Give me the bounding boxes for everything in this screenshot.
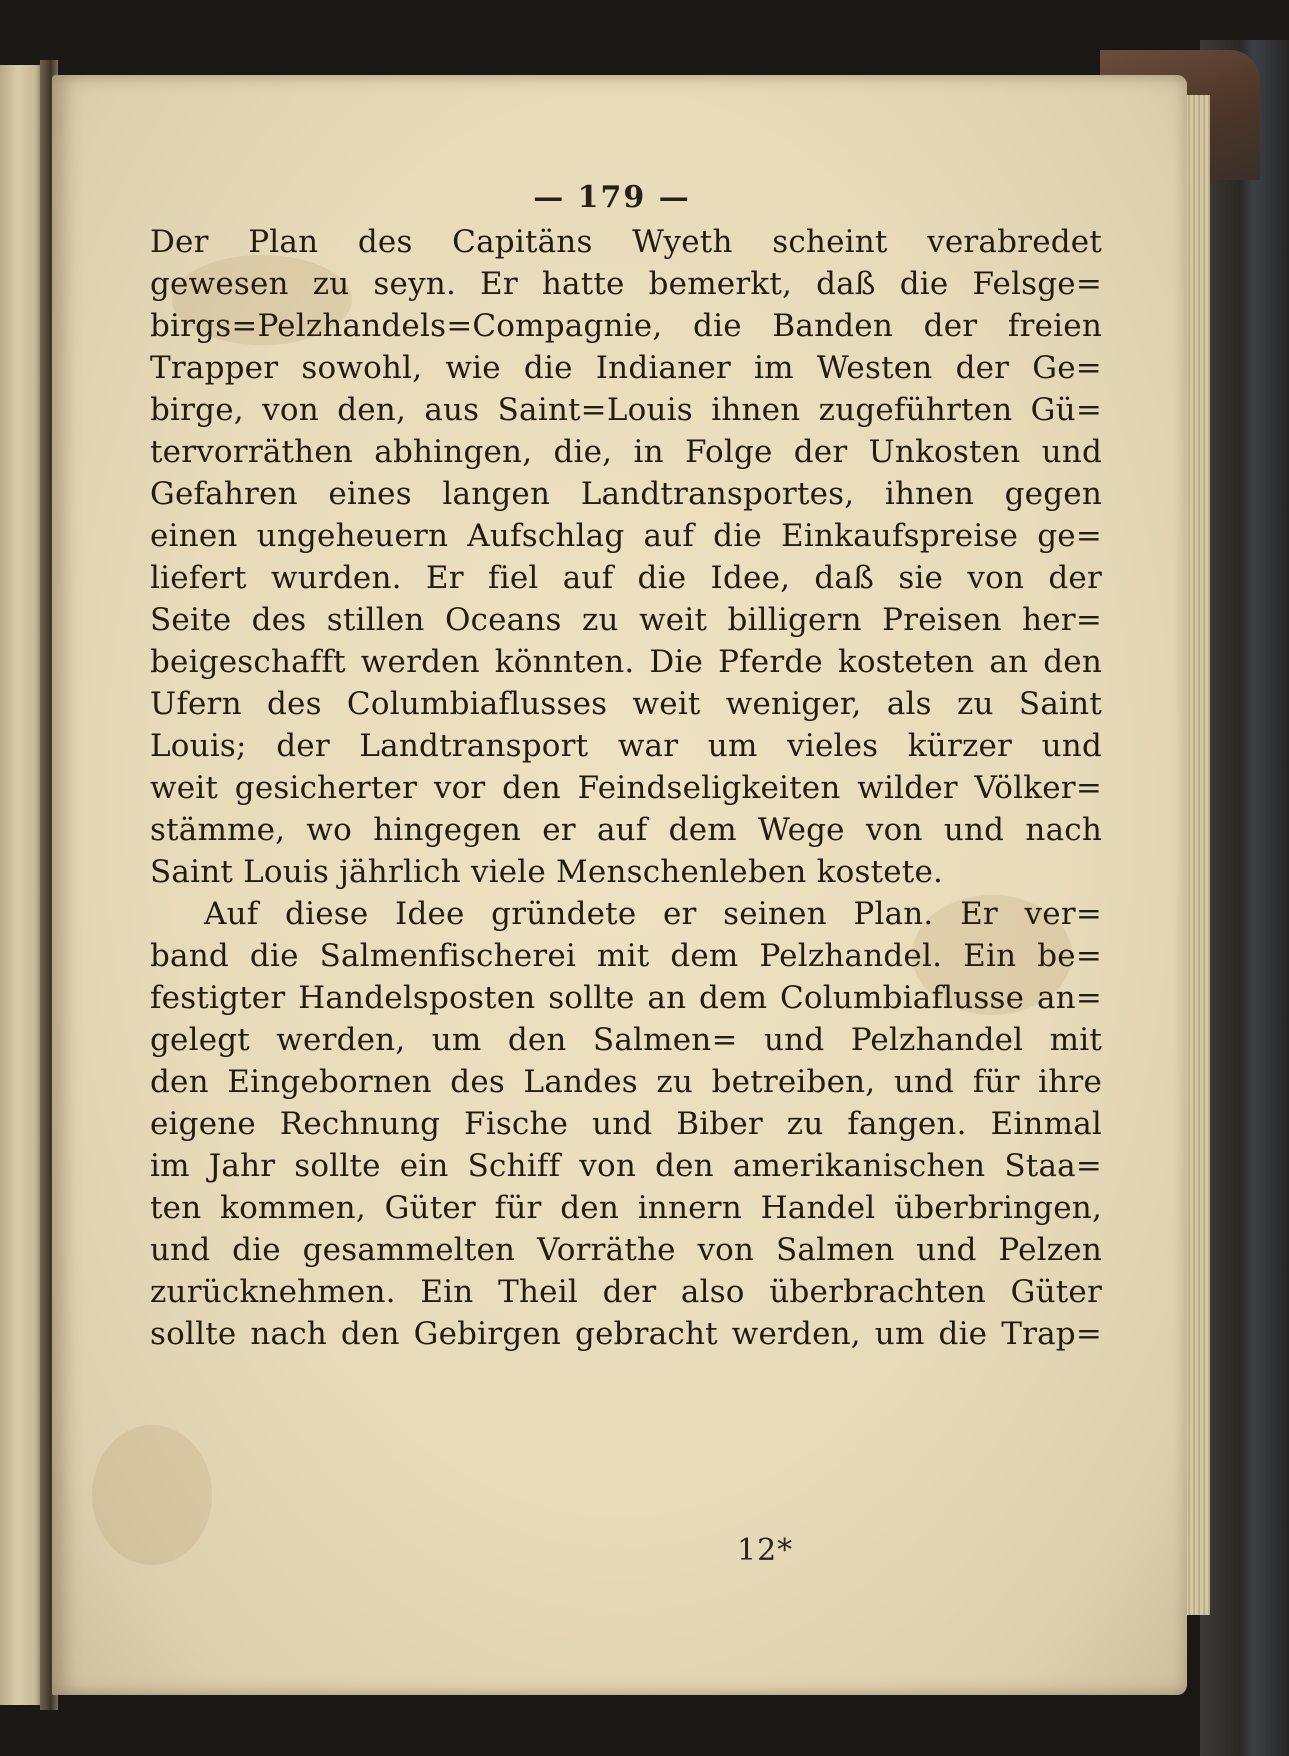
text-line: sollte nach den Gebirgen gebracht werden, um die Trap= (150, 1316, 1102, 1352)
text-line: ten kommen, Güter für den innern Handel überbringen, (150, 1190, 1102, 1226)
text-line: tervorräthen abhingen, die, in Folge der Unkosten und (150, 434, 1102, 470)
text-line: den Eingebornen des Landes zu betreiben, und für ihre (150, 1064, 1102, 1100)
text-line: gewesen zu seyn. Er hatte bemerkt, daß die Felsge= (150, 266, 1102, 302)
text-line: einen ungeheuern Aufschlag auf die Einkaufspreise ge= (150, 518, 1102, 554)
printer-signature: 12* (737, 1533, 794, 1568)
text-line: stämme, wo hingegen er auf dem Wege von und nach (150, 812, 1102, 848)
text-line: Der Plan des Capitäns Wyeth scheint verabredet (150, 224, 1102, 260)
page-number: — 179 — (533, 180, 691, 215)
text-line: Ufern des Columbiaflusses weit weniger, als zu Saint (150, 686, 1102, 722)
book-cover-edge (1200, 40, 1289, 1756)
text-line: zurücknehmen. Ein Theil der also überbrachten Güter (150, 1274, 1102, 1310)
text-line: birgs=Pelzhandels=Compagnie, die Banden der freien (150, 308, 1102, 344)
text-line: Saint Louis jährlich viele Menschenleben kostete. (150, 854, 944, 890)
text-line: Louis; der Landtransport war um vieles kürzer und (150, 728, 1102, 764)
text-line: eigene Rechnung Fische und Biber zu fangen. Einmal (150, 1106, 1102, 1142)
text-line: und die gesammelten Vorräthe von Salmen und Pelzen (150, 1232, 1102, 1268)
text-line: Seite des stillen Oceans zu weit billigern Preisen her= (150, 602, 1102, 638)
text-line: im Jahr sollte ein Schiff von den amerikanischen Staa= (150, 1148, 1102, 1184)
left-page-edge (0, 65, 44, 1705)
text-line: liefert wurden. Er fiel auf die Idee, daß sie von der (150, 560, 1102, 596)
book-page (52, 75, 1187, 1695)
text-line: beigeschafft werden könnten. Die Pferde kosteten an den (150, 644, 1102, 680)
text-line: band die Salmenfischerei mit dem Pelzhandel. Ein be= (150, 938, 1102, 974)
text-line: gelegt werden, um den Salmen= und Pelzhandel mit (150, 1022, 1102, 1058)
text-line: festigter Handelsposten sollte an dem Columbiaflusse an= (150, 980, 1102, 1016)
text-line: birge, von den, aus Saint=Louis ihnen zugeführten Gü= (150, 392, 1102, 428)
text-line: Gefahren eines langen Landtransportes, ihnen gegen (150, 476, 1102, 512)
text-line: weit gesicherter vor den Feindseligkeiten wilder Völker= (150, 770, 1102, 806)
text-line: Auf diese Idee gründete er seinen Plan. Er ver= (204, 896, 1102, 932)
paper-stain (92, 1425, 212, 1565)
body-text (150, 221, 1102, 1355)
text-line: Trapper sowohl, wie die Indianer im Westen der Ge= (150, 350, 1102, 386)
